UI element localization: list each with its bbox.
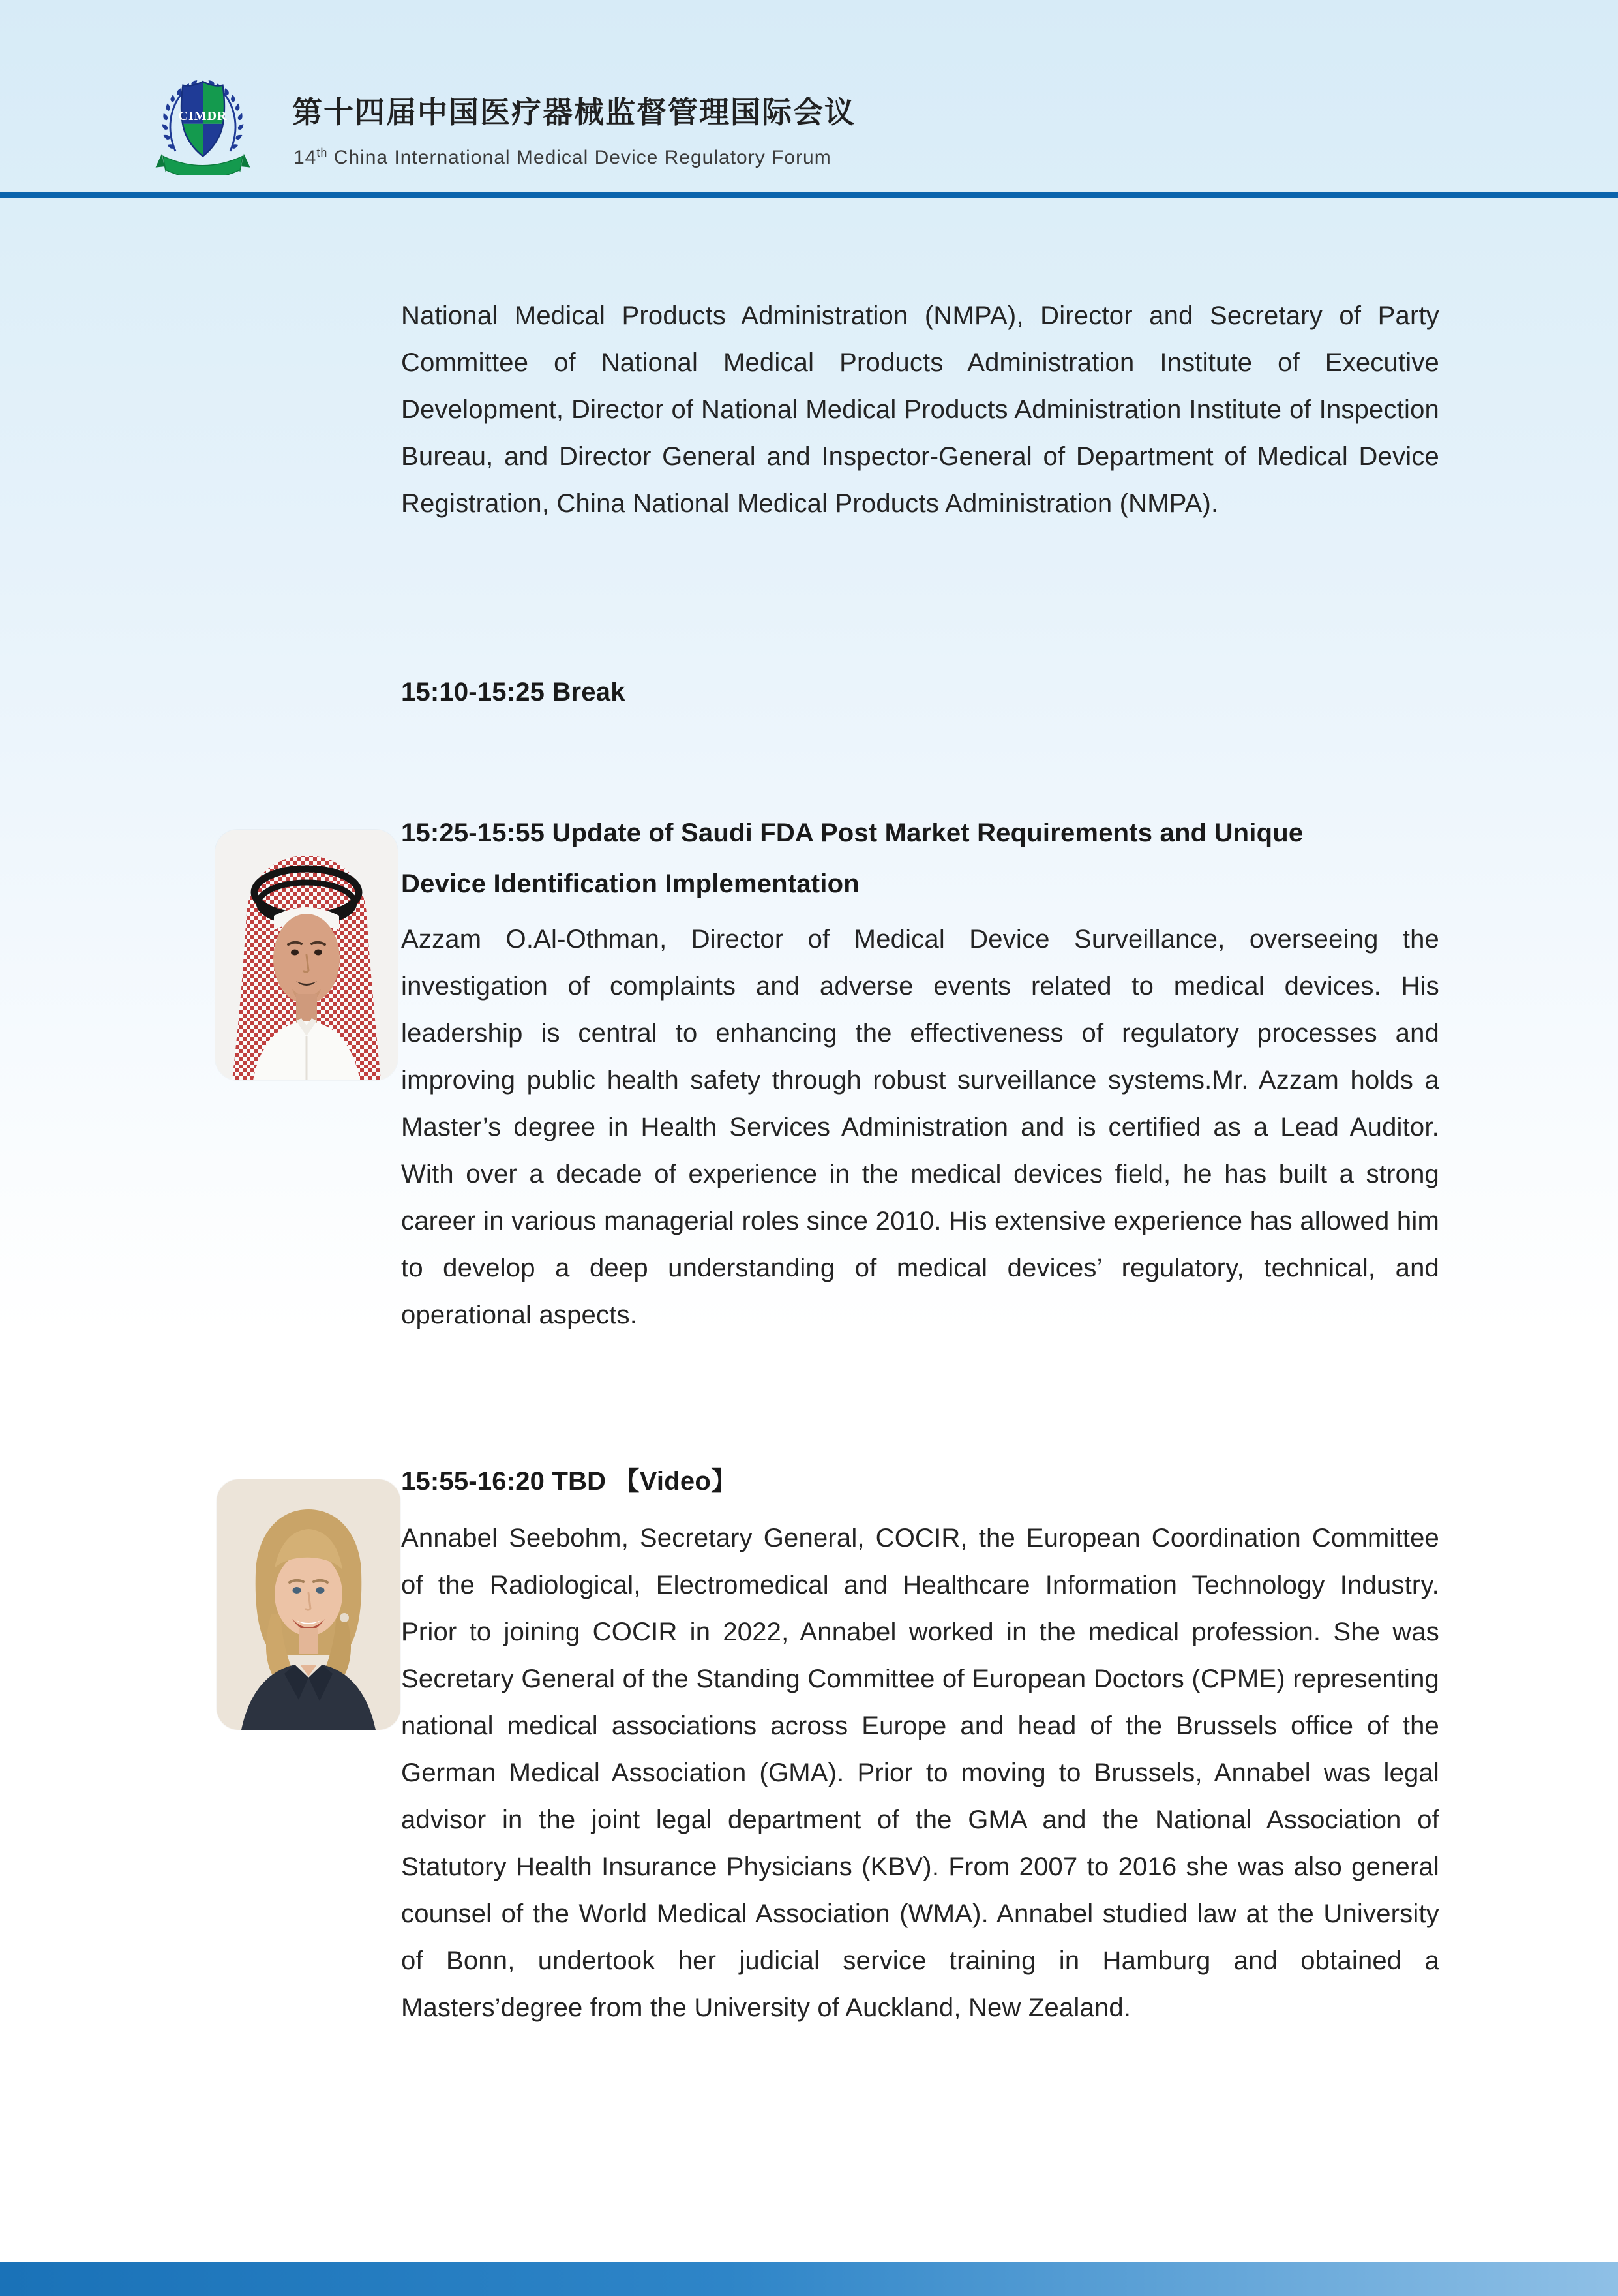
intro-paragraph: National Medical Products Administration (NMPA), Director and Secretary of Party Committee of National Medical Products Administration Institute of Executive Development, Director of National Medical Products Administration Institute of Inspection Bureau, and Director General and Inspector-General of Department of Medical Device Registration, China National Medical Products Administration (NMPA). — [401, 301, 1439, 518]
session-saudi-description: Azzam O.Al-Othman, Director of Medical Device Surveillance, overseeing the investigation of complaints and adverse events related to medical devices. His leadership is central to enhancing the effectiveness of regulatory processes and improving public health safety through robust surveillance systems.Mr. Azzam holds a Master’s degree in Health Services Administration and is certified as a Lead Auditor. With over a decade of experience in the medical devices field, he has built a strong career in various managerial roles since 2010. His extensive experience has allowed him to develop a deep understanding of medical devices’ regulatory, technical, and operational aspects. — [401, 925, 1439, 1329]
annabel-photo — [217, 1479, 400, 1730]
title-en-rest: China International Medical Device Regulatory Forum — [327, 147, 831, 168]
title-en-number: 14 — [293, 147, 317, 168]
azzam-photo — [215, 830, 398, 1080]
logo-cimdr-text: CIMDR — [178, 109, 228, 124]
footer-bar — [0, 2262, 1618, 2296]
session-video-title: 15:55-16:20 TBD 【Video】 — [401, 1467, 738, 1496]
page-title-en — [293, 141, 831, 170]
session-saudi-title: 15:25-15:55 Update of Saudi FDA Post Market Requirements and Unique Device Identification Implementation — [401, 819, 1304, 898]
session-video-description: Annabel Seebohm, Secretary General, COCIR, the European Coordination Committee of the Radiological, Electromedical and Healthcare Information Technology Industry. Prior to joining COCIR in 2022, Annabel worked in the medical profession. She was Secretary General of the Standing Committee of European Doctors (CPME) representing national medical associations across Europe and head of the Brussels office of the German Medical Association (GMA). Prior to moving to Brussels, Annabel was legal advisor in the joint legal department of the GMA and the National Association of Statutory Health Insurance Physicians (KBV). From 2007 to 2016 she was also general counsel of the World Medical Association (WMA). Annabel studied law at the University of Bonn, undertook her judicial service training in Hamburg and obtained a Masters’degree from the University of Auckland, New Zealand. — [401, 1524, 1439, 2022]
header-divider — [0, 192, 1618, 198]
title-en-sup: th — [316, 146, 328, 159]
logo-shield — [178, 78, 228, 161]
session-break-title: 15:10-15:25 Break — [401, 678, 625, 706]
page-title-zh: 第十四届中国医疗器械监督管理国际会议 — [292, 95, 856, 129]
cimdr-logo — [151, 69, 254, 175]
